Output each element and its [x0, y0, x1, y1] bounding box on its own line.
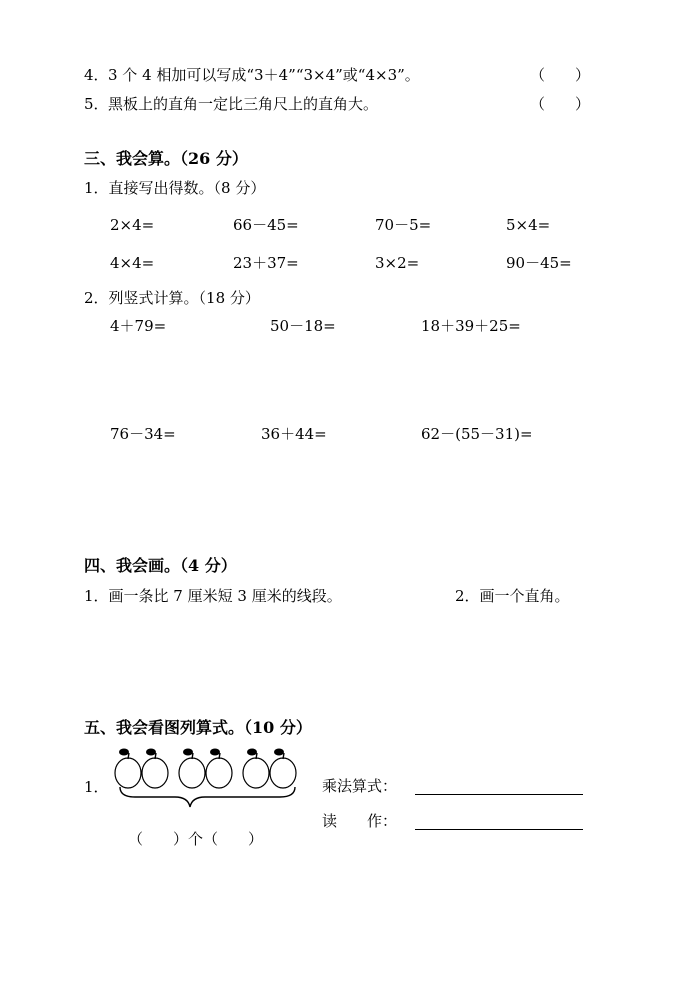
section5-title: 五、我会看图列算式。（10 分）	[84, 718, 312, 737]
section4-q1: 1．画一条比 7 厘米短 3 厘米的线段。	[84, 587, 342, 605]
oral-calc-item: 90－45=	[506, 254, 572, 272]
oral-calc-item: 23＋37=	[233, 254, 299, 272]
reading-answer-line[interactable]	[415, 829, 583, 830]
judgement-q4-answer-paren[interactable]: （ ）	[530, 66, 591, 84]
vertical-calc-item: 36＋44=	[261, 425, 327, 443]
apple-icon	[142, 749, 168, 789]
apple-icon	[270, 749, 296, 789]
apples-picture	[110, 745, 310, 815]
judgement-q5-text: 黑板上的直角一定比三角尺上的直角大。	[108, 95, 379, 113]
vertical-calc-item: 76－34=	[110, 425, 176, 443]
judgement-q5-number: 5．	[84, 95, 109, 113]
apple-icon	[243, 749, 269, 789]
brace-caption[interactable]: （ ）个（ ）	[128, 830, 264, 848]
section5-q1-number: 1．	[84, 778, 109, 796]
oral-calc-item: 70－5=	[375, 216, 432, 234]
vertical-calc-item: 18＋39＋25=	[421, 317, 521, 335]
multiplication-answer-line[interactable]	[415, 794, 583, 795]
vertical-calc-item: 62－(55－31)=	[421, 425, 533, 443]
oral-calc-item: 5×4=	[506, 216, 551, 234]
curly-brace	[120, 787, 295, 807]
section4-title: 四、我会画。（4 分）	[84, 556, 237, 575]
multiplication-label: 乘法算式：	[322, 777, 398, 795]
oral-calc-item: 66－45=	[233, 216, 299, 234]
section3-part2-title: 2．列竖式计算。（18 分）	[84, 289, 260, 307]
apple-icon	[179, 749, 205, 789]
section4-q2: 2．画一个直角。	[455, 587, 570, 605]
oral-calc-item: 3×2=	[375, 254, 420, 272]
apple-icon	[115, 749, 141, 789]
oral-calc-item: 2×4=	[110, 216, 155, 234]
vertical-calc-item: 4＋79=	[110, 317, 167, 335]
reading-label: 读 作：	[322, 812, 398, 830]
apple-icon	[206, 749, 232, 789]
judgement-q4-number: 4．	[84, 66, 109, 84]
section3-part1-title: 1．直接写出得数。（8 分）	[84, 179, 266, 197]
judgement-q4-text: 3 个 4 相加可以写成“3＋4”“3×4”或“4×3”。	[108, 66, 420, 84]
oral-calc-item: 4×4=	[110, 254, 155, 272]
judgement-q5-answer-paren[interactable]: （ ）	[530, 95, 591, 113]
section3-title: 三、我会算。（26 分）	[84, 149, 248, 168]
vertical-calc-item: 50－18=	[270, 317, 336, 335]
